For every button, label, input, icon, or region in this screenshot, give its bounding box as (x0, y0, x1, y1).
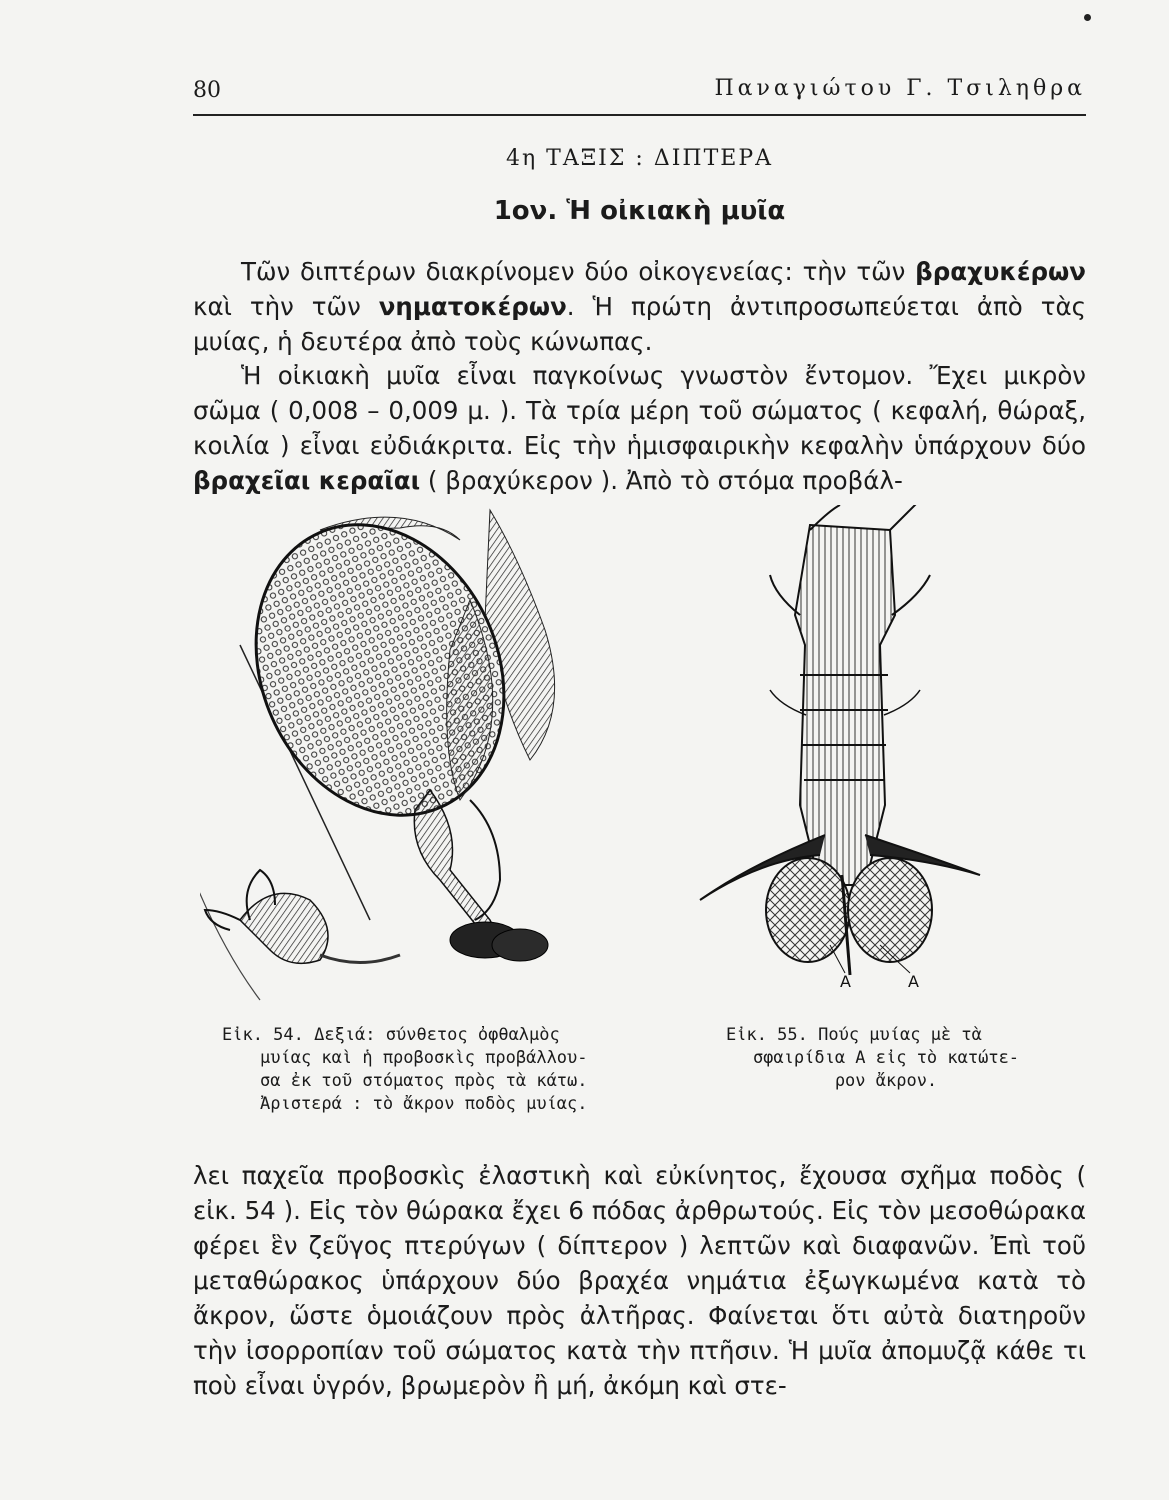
caption-line: σφαιρίδια Α εἰς τὸ κατώτε- (752, 1048, 1020, 1068)
pulvillus-right (848, 858, 932, 962)
leg-outline-line (200, 780, 260, 1000)
order-title: 4η ΤΑΞΙΣ : ΔΙΠΤΕΡΑ (505, 146, 774, 171)
foot-segment (320, 955, 400, 963)
paragraph-3: λει παχεῖα προβοσκὶς ἐλαστικὴ καὶ εὐκίνητος, ἔχουσα σχῆμα ποδὸς ( εἰκ. 54 ). Εἰς τὸν θώρακα ἔχει 6 πόδας ἀρθρωτούς. Εἰς τὸν μεσοθώρακα φέρει ἓν ζεῦγος πτερύγων ( δίπτερον ) λεπτῶν καὶ διαφανῶν. Ἐπὶ τοῦ μεταθώρακος ὑπάρχουν δύο βραχέα νημάτια ἐξωγκωμένα κατὰ τὸ ἄκρον, ὥστε ὁμοιάζουν πρὸς ἀλτῆρας. Φαίνεται ὅτι αὐτὰ διατηροῦν τὴν ἰσορροπίαν τοῦ σώματος κατὰ τὴν πτῆσιν. Ἡ μυῖα ἀπομυζᾷ κάθε τι ποὺ εἶναι ὑγρόν, βρωμερὸν ἢ μή, ἀκόμη καὶ στε- (193, 1161, 1086, 1400)
caption-line: ρον ἄκρον. (834, 1071, 938, 1091)
spine (892, 575, 930, 615)
speck-mark (1084, 14, 1091, 21)
caption-line: Εἰκ. 55. Πούς μυίας μὲ τὰ (726, 1025, 982, 1045)
para2-bold-1: βραχεῖαι κεραῖαι (193, 466, 421, 495)
caption-line: Εἰκ. 54. Δεξιά: σύνθετος ὀφθαλμὸς (222, 1025, 560, 1045)
spine (770, 690, 806, 715)
proboscis (414, 790, 493, 933)
para1-text-2: καὶ τὴν τῶν (193, 292, 379, 321)
page-header (193, 74, 1086, 116)
caption-line: Ἀριστερά : τὸ ἄκρον ποδὸς μυίας. (260, 1094, 588, 1114)
para2-text-1: Ἡ οἰκιακὴ μυῖα εἶναι παγκοίνως γνωστὸν ἔντομον. Ἔχει μικρὸν σῶμα ( 0,008 – 0,009 μ. ). Τὰ τρία μέρη τοῦ σώματος ( κεφαλή, θώραξ, κοιλία ) εἶναι εὐδιάκριτα. Εἰς τὴν ἡμισφαιρικὴν κεφαλὴν ὑπάρχουν δύο (193, 361, 1086, 460)
para1-text-3: . Ἡ πρώτη ἀντιπροσωπεύεται ἀπὸ τὰς μυίας, ἡ δευτέρα ἀπὸ τοὺς κώνωπας. (193, 292, 1086, 356)
paragraph-1 (193, 254, 1086, 359)
figure-54-caption (222, 1024, 612, 1116)
para1-bold-2: νηματοκέρων (378, 292, 567, 321)
foot-tip (240, 893, 328, 963)
spine (890, 505, 920, 530)
paragraph-2 (193, 358, 1086, 498)
running-title: Παναγιώτου Γ. Τσιληθρα (714, 76, 1086, 101)
label-a-left: Α (840, 972, 851, 991)
figure-55-fly-foot-illustration (680, 505, 1000, 1010)
para2-text-2: ( βραχύκερον ). Ἀπὸ τὸ στόμα προβάλ- (420, 466, 903, 495)
labella-pad-right (492, 929, 548, 961)
para1-bold-1: βραχυκέρων (915, 257, 1086, 286)
tarsus-segments (795, 525, 895, 885)
figure-54-fly-head-illustration (200, 500, 580, 1010)
label-a-right: Α (908, 972, 919, 991)
pointer-line (830, 945, 845, 973)
figure-55-caption (726, 1024, 1046, 1093)
page-number: 80 (193, 78, 221, 103)
pulvillus-left (766, 858, 850, 962)
caption-line: μυίας καὶ ἡ προβοσκὶς προβάλλου- (260, 1048, 588, 1068)
foot-claw-lower (205, 910, 240, 930)
caption-line: σα ἐκ τοῦ στόματος πρὸς τὰ κάτω. (260, 1071, 588, 1091)
para1-text-1: Τῶν διπτέρων διακρίνομεν δύο οἰκογενείας: τὴν τῶν (241, 257, 916, 286)
spine (884, 690, 920, 715)
section-title: 1ον. Ἡ οἰκιακὴ μυῖα (493, 196, 786, 226)
